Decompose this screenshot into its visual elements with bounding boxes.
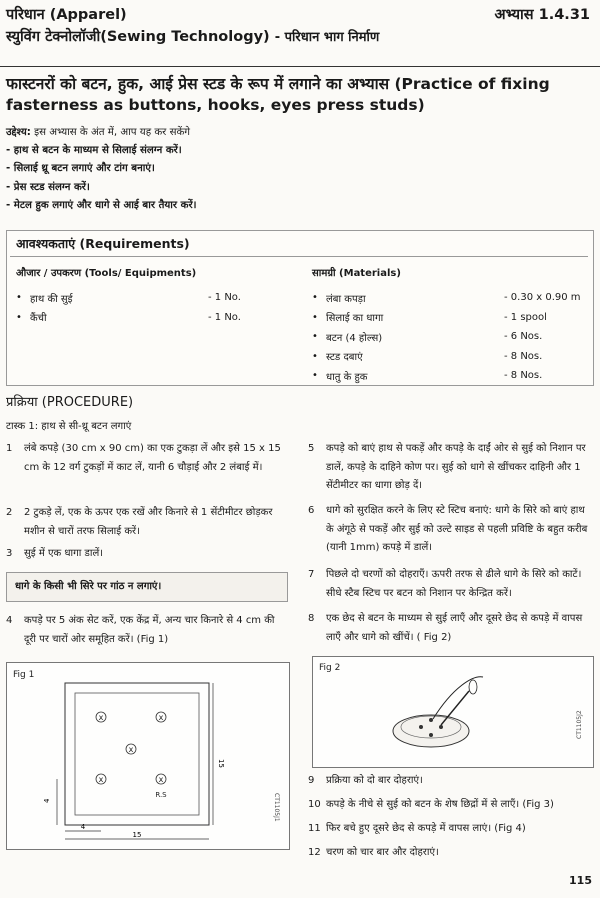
fig2-label: Fig 2 [319, 663, 341, 673]
step-number: 2 [6, 507, 13, 518]
step-number: 4 [6, 615, 13, 626]
button-hole [429, 718, 433, 722]
step-text: प्रक्रिया को दो बार दोहराएं। [326, 775, 423, 786]
mark-x: x [98, 775, 104, 784]
step-text: धागे को सुरक्षित करने के लिए स्टे स्टिच बनाएं: धागे के सिरे को बाएं हाथ के अंगूठे से पकड़ें और सुई को उल्टे साइड से पहली प्रविष्टि के बहुत करीब (यानी 1mm) कपड़े में डालें। [326, 505, 588, 553]
figure-1 [6, 662, 290, 850]
tool-name: कैंची [30, 313, 47, 325]
figure-2 [312, 656, 594, 768]
mark-x: x [98, 713, 104, 722]
step [308, 820, 594, 839]
step-number: 10 [308, 799, 321, 810]
material-name: धातु के हुक [326, 371, 368, 383]
dim-side: 15 [217, 759, 225, 768]
bullet-icon: • [312, 331, 318, 343]
objective-item: - प्रेस स्टड संलग्न करें। [6, 181, 90, 193]
step [308, 566, 594, 603]
objective-item: - मेटल हुक लगाएं और धागे से आई बार तैयार करें। [6, 199, 197, 211]
tools-list [16, 288, 288, 327]
bullet-icon: • [312, 311, 318, 323]
step-number: 8 [308, 613, 315, 624]
procedure-heading: प्रक्रिया (PROCEDURE) [6, 395, 134, 410]
step-text: चरण को चार बार और दोहराएं। [326, 847, 439, 858]
step [308, 610, 594, 647]
step [6, 504, 288, 541]
material-row [312, 347, 592, 367]
step [308, 772, 594, 791]
tool-row [16, 308, 288, 328]
thread-line [433, 677, 483, 719]
step-number: 9 [308, 775, 315, 786]
bullet-icon: • [16, 292, 22, 304]
objective-item: - हाथ से बटन के माध्यम से सिलाई संलग्न करें। [6, 145, 182, 157]
step-text: 2 टुकड़े लें, एक के ऊपर एक रखें और किनारे से 1 सेंटीमीटर छोड़कर मशीन से चारों तरफ सिलाई करें। [24, 507, 273, 537]
warning-note: धागे के किसी भी सिरे पर गांठ न लगाएं। [6, 572, 288, 602]
objectives [6, 124, 586, 215]
bullet-icon: • [312, 350, 318, 362]
course-heading [6, 26, 379, 46]
stitch-line [75, 693, 199, 815]
objectives-intro-text: इस अभ्यास के अंत में, आप यह कर सकेंगे [30, 127, 191, 138]
material-qty: - 6 Nos. [504, 331, 543, 343]
material-qty: - 1 spool [504, 311, 547, 323]
step-number: 7 [308, 569, 315, 580]
subject-heading: परिधान (Apparel) [6, 7, 127, 23]
step-text: सुई में एक धागा डालें। [24, 548, 104, 559]
fig1-label: Fig 1 [13, 670, 35, 680]
dim-bottom: 15 [132, 831, 142, 839]
exercise-number: अभ्यास 1.4.31 [494, 7, 590, 23]
exercise-title: फास्टनरों को बटन, हुक, आई प्रेस स्टड के रूप में लगाने का अभ्यास (Practice of fixing fasterness as buttons, hooks, eyes press studs) [6, 75, 550, 114]
page-number: 115 [569, 874, 592, 887]
step [6, 440, 288, 477]
rs-label: R.S [155, 791, 167, 799]
fig2-code: CT1105J2 [576, 710, 583, 739]
bullet-icon: • [16, 311, 22, 323]
material-row [312, 327, 592, 347]
step-number: 3 [6, 548, 13, 559]
tool-qty: - 1 No. [208, 311, 241, 323]
fig1-code: CT1105J1 [273, 793, 280, 822]
materials-list [312, 288, 592, 386]
step-number: 1 [6, 443, 13, 454]
tool-row [16, 288, 288, 308]
mark-x: x [128, 745, 134, 754]
material-name: लंबा कपड़ा [326, 293, 366, 305]
material-row [312, 366, 592, 386]
step-text: कपड़े के नीचे से सुई को बटन के शेष छिद्रों में से लाएँ। (Fig 3) [326, 799, 554, 810]
fig2-diagram [313, 657, 593, 767]
material-qty: - 8 Nos. [504, 350, 543, 362]
step-number: 12 [308, 847, 321, 858]
step-text: कपड़े को बाएं हाथ से पकड़ें और कपड़े के दाईं ओर से सुई को निशान पर डालें, कपड़े के दाहिने कोण पर। सुई को धागे से खींचकर दाहिनी और 1 सेंटीमीटर का धागा छोड़ दें। [326, 443, 586, 491]
step-number: 11 [308, 823, 321, 834]
fabric-outer [65, 683, 209, 825]
material-qty: - 0.30 x 0.90 m [504, 292, 581, 304]
step [308, 440, 594, 496]
requirements-divider [10, 256, 588, 257]
bullet-icon: • [312, 370, 318, 382]
task-heading: टास्क 1: हाथ से सी-थ्रू बटन लगाएं [6, 421, 132, 432]
material-name: बटन (4 होल्स) [326, 332, 383, 344]
tools-heading: औजार / उपकरण (Tools/ Equipments) [16, 268, 197, 279]
requirements-title: आवश्यकताएं (Requirements) [16, 236, 190, 251]
objective-item: - सिलाई थ्रू बटन लगाएं और टांग बनाएं। [6, 163, 155, 175]
step-number: 5 [308, 443, 315, 454]
dim-offset-h: 4 [80, 823, 86, 831]
button-hole [419, 725, 423, 729]
material-name: स्टड दबाएं [326, 352, 363, 364]
step [6, 545, 288, 564]
step-text: कपड़े पर 5 अंक सेट करें, एक केंद्र में, अन्य चार किनारे से 4 cm की दूरी पर चारों ओर समूहित करें। (Fig 1) [24, 615, 275, 645]
tool-name: हाथ की सुई [30, 293, 73, 305]
header-divider [0, 66, 600, 67]
step-text: लंबे कपड़े (30 cm x 90 cm) का एक टुकड़ा लें और इसे 15 x 15 cm के 12 वर्ग टुकड़ों में काट लें, यानी 6 चौड़ाई और 2 लंबाई में। [24, 443, 281, 473]
step-number: 6 [308, 505, 315, 516]
course-name: स्युविंग टेक्नोलॉजी(Sewing Technology) [6, 29, 270, 45]
step [308, 844, 594, 863]
step-text: एक छेद से बटन के माध्यम से सुई लाएँ और दूसरे छेद से कपड़े में वापस लाएँ और धागे को खींचें। ( Fig 2) [326, 613, 583, 643]
step [6, 612, 288, 649]
material-name: सिलाई का धागा [326, 313, 384, 325]
mark-x: x [158, 775, 164, 784]
material-row [312, 308, 592, 328]
objectives-label: उद्देश्य: [6, 127, 31, 138]
material-row [312, 288, 592, 308]
bullet-icon: • [312, 292, 318, 304]
button-hole [439, 725, 443, 729]
objectives-intro [6, 124, 586, 142]
step [308, 796, 594, 815]
mark-x: x [158, 713, 164, 722]
material-qty: - 8 Nos. [504, 370, 543, 382]
button-hole [429, 733, 433, 737]
step [308, 502, 594, 558]
step-text: पिछले दो चरणों को दोहराएँ। ऊपरी तरफ से ढीले धागे के सिरे को काटें। सीधे स्टैब स्टिच पर बटन को निशान पर केन्द्रित करें। [326, 569, 582, 599]
tool-qty: - 1 No. [208, 292, 241, 304]
fig1-diagram [7, 663, 289, 849]
step-text: फिर बचे हुए दूसरे छेद से कपड़े में वापस लाएं। (Fig 4) [326, 823, 526, 834]
materials-heading: सामग्री (Materials) [312, 268, 401, 279]
dim-offset-v: 4 [43, 798, 51, 803]
module-name: - परिधान भाग निर्माण [274, 30, 380, 45]
needle-loop [469, 680, 477, 694]
